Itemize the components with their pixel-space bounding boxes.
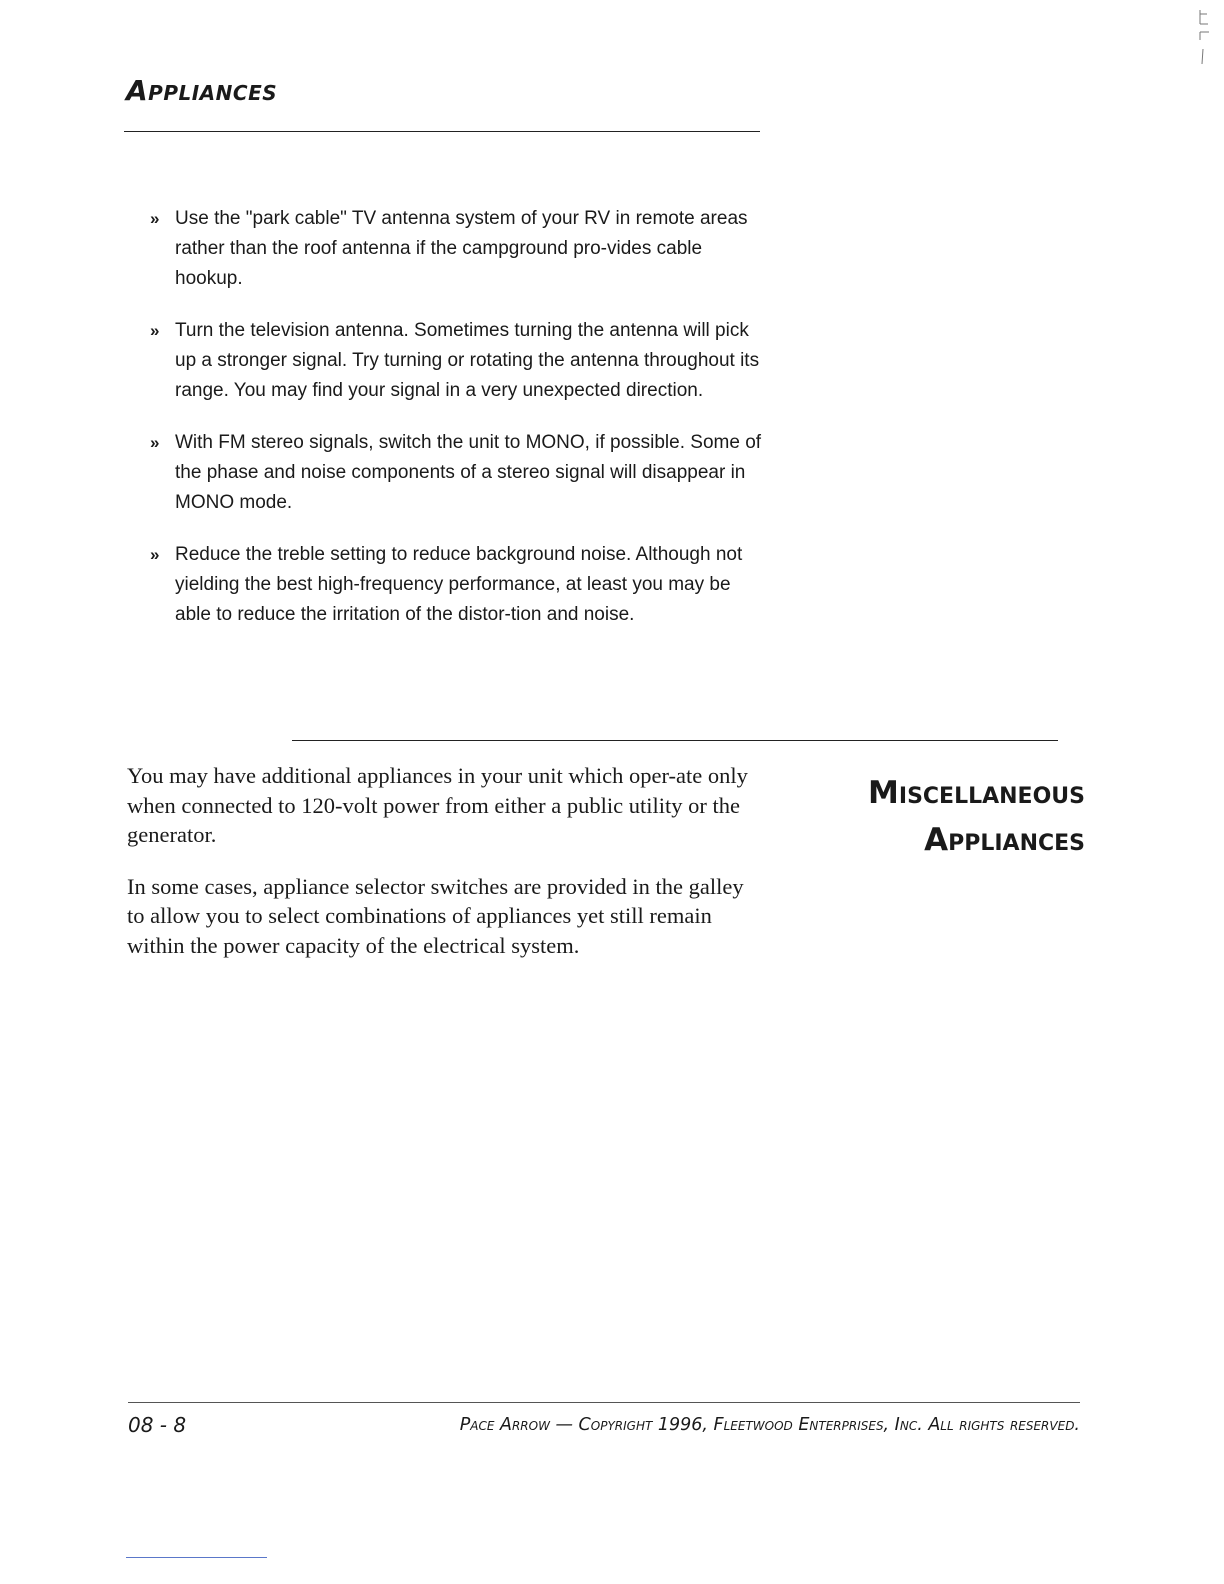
- body-paragraph: In some cases, appliance selector switches are provided in the galley to allow you to select combinations of appliances yet still remain within the power capacity of the electrical system.: [127, 873, 744, 958]
- section-divider: [292, 740, 1058, 741]
- section-heading-line: Miscellaneous: [868, 775, 1085, 811]
- list-item: [150, 204, 770, 294]
- scan-mark-icon: [1196, 4, 1212, 66]
- copyright-notice: Pace Arrow — Copyright 1996, Fleetwood Enterprises, Inc. All rights reserved.: [459, 1415, 1080, 1435]
- scan-edge-line: [126, 1557, 267, 1558]
- list-item: [150, 540, 770, 630]
- section-heading: [800, 770, 1085, 864]
- double-chevron-icon: »: [150, 433, 160, 452]
- body-paragraph: You may have additional appliances in your unit which oper-ate only when connected to 120-volt power from either a public utility or the generator.: [127, 763, 748, 847]
- list-item: [150, 316, 770, 406]
- list-item-text: Turn the television antenna. Sometimes turning the antenna will pick up a stronger signal. Try turning or rotating the antenna throughout its range. You may find your signal in a very unexpected direction.: [175, 320, 760, 401]
- list-item-text: With FM stereo signals, switch the unit to MONO, if possible. Some of the phase and noise components of a stereo signal will disappear in MONO mode.: [175, 432, 762, 513]
- list-item: [150, 428, 770, 518]
- list-item-text: Use the "park cable" TV antenna system of your RV in remote areas rather than the roof antenna if the campground pro-vides cable hookup.: [175, 208, 748, 289]
- double-chevron-icon: »: [150, 545, 160, 564]
- double-chevron-icon: »: [150, 209, 160, 228]
- footer-divider: [128, 1402, 1080, 1403]
- section-heading-line: Appliances: [924, 822, 1085, 858]
- page-title: Appliances: [126, 74, 278, 107]
- header-divider: [124, 131, 760, 132]
- list-item-text: Reduce the treble setting to reduce background noise. Although not yielding the best high-frequency performance, at least you may be able to reduce the irritation of the distor-tion and noise.: [175, 544, 743, 625]
- section-body: [127, 761, 762, 982]
- tips-list: [150, 204, 770, 652]
- page-number: 08 - 8: [128, 1413, 187, 1437]
- double-chevron-icon: »: [150, 321, 160, 340]
